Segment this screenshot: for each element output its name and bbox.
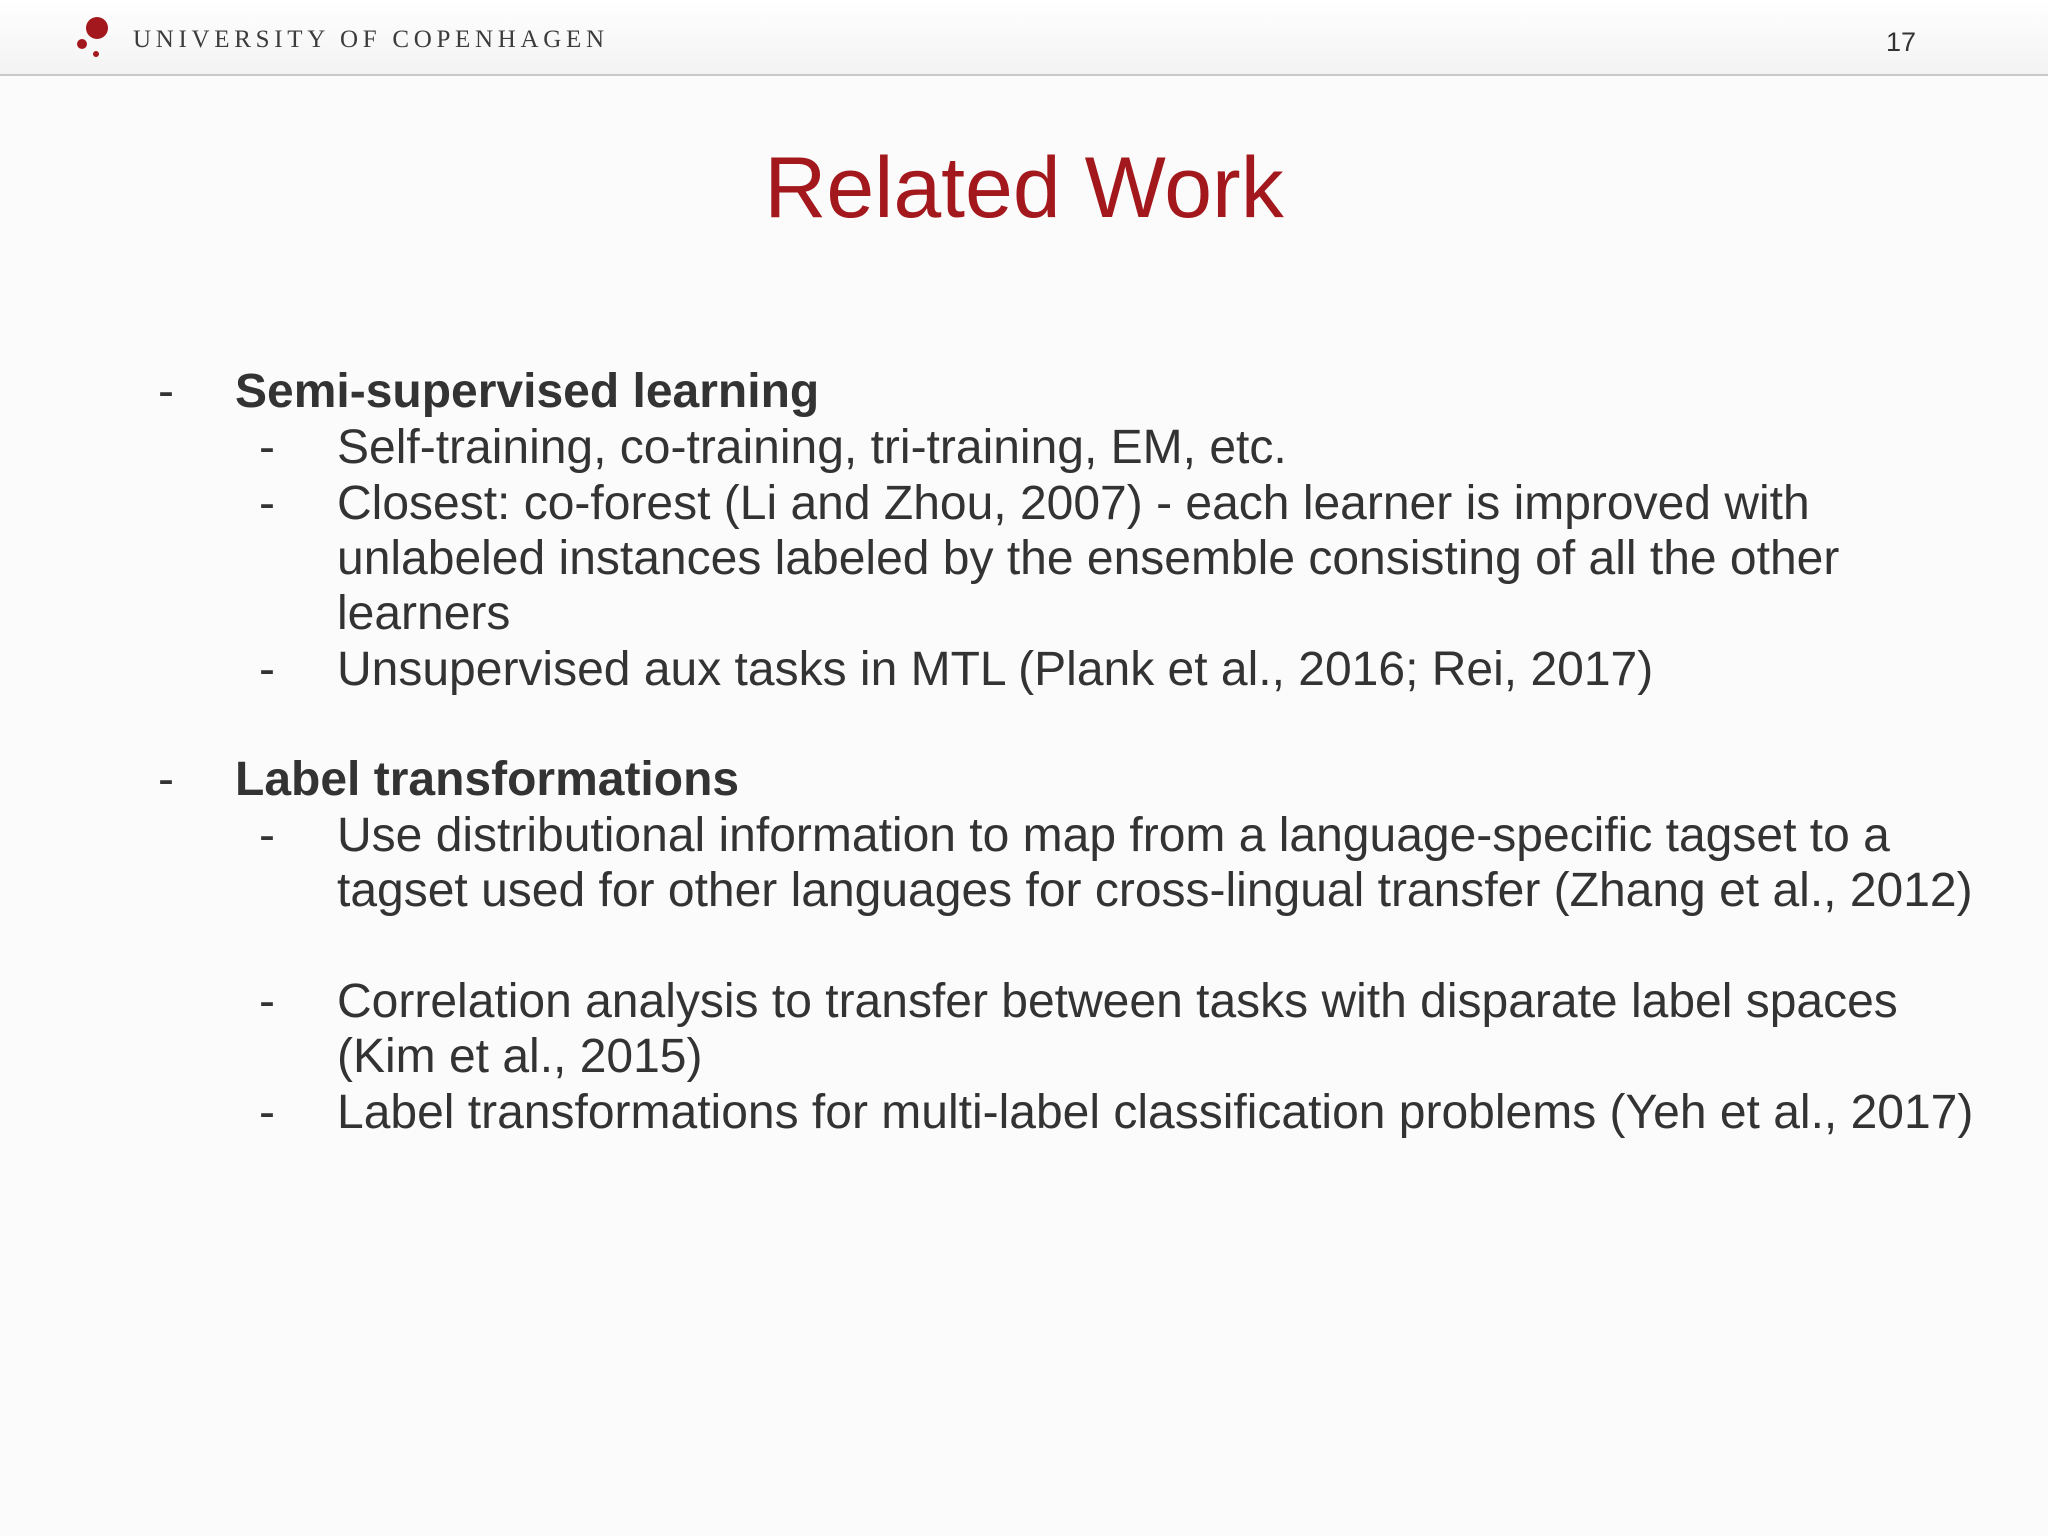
bullet-dash: - [259,809,275,862]
bullet-dash: - [259,477,275,530]
section-heading: Semi-supervised learning [235,365,820,418]
bullet-dash: - [259,975,275,1028]
page-number: 17 [1885,27,1916,57]
header-bar [0,0,2048,76]
bullet-dash: - [259,643,275,696]
list-item-text: Unsupervised aux tasks in MTL (Plank et al., 2016; Rei, 2017) [337,643,1654,696]
bullet-dash: - [259,1086,275,1139]
list-item-text: Closest: co-forest (Li and Zhou, 2007) - each learner is improved with unlabeled instances labeled by the ensemble consisting of all the other learners [337,477,1840,640]
section-heading: Label transformations [235,753,740,806]
bullet-dash: - [158,753,174,806]
list-item-text: Correlation analysis to transfer between tasks with disparate label spaces (Kim et al., 2015) [337,975,1898,1083]
list-item-text: Self-training, co-training, tri-training, EM, etc. [337,421,1287,474]
list-item-text: Label transformations for multi-label classification problems (Yeh et al., 2017) [337,1086,1974,1139]
list-item-text: Use distributional information to map from a language-specific tagset to a tagset used for other languages for cross-lingual transfer (Zhang et al., 2012) [337,809,1973,917]
bullet-dash: - [158,365,174,418]
bullet-dash: - [259,421,275,474]
slide-title: Related Work [764,140,1284,236]
university-name: UNIVERSITY OF COPENHAGEN [133,26,609,53]
university-seal-dots-icon [74,14,114,60]
